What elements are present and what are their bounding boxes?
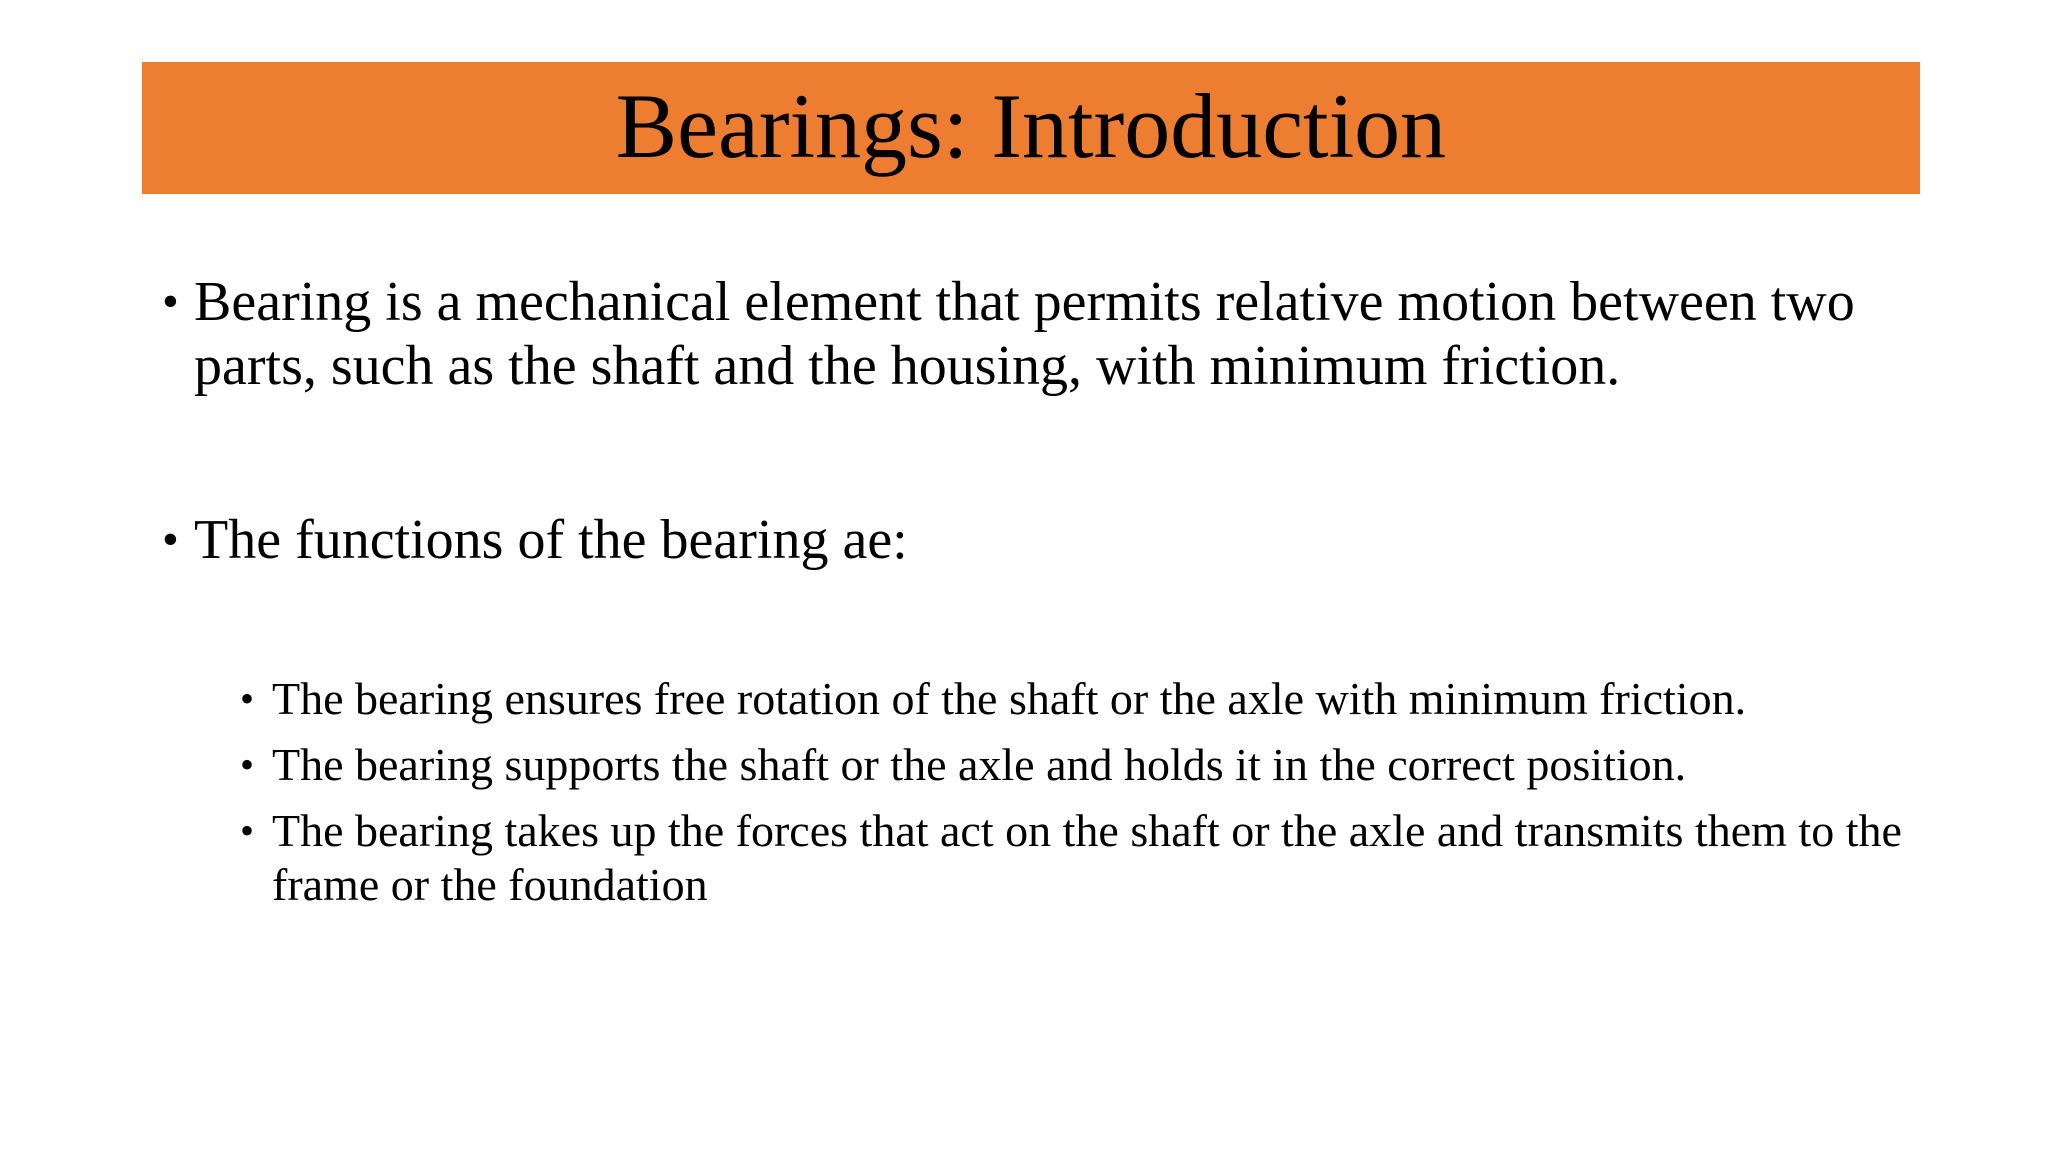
sub-bullet-text: The bearing ensures free rotation of the shaft or the axle with minimum friction. — [272, 673, 1747, 724]
bullet-text: The functions of the bearing ae: — [194, 509, 908, 571]
sub-bullet-icon: • — [240, 808, 255, 853]
sub-bullet-text: The bearing supports the shaft or the axle and holds it in the correct position. — [272, 739, 1687, 790]
slide-title: Bearings: Introduction — [615, 75, 1447, 177]
title-bar — [142, 62, 1920, 194]
sub-bullet-icon: • — [240, 742, 255, 787]
sub-bullet-item-forces — [240, 804, 1980, 912]
sub-bullet-item-support — [240, 738, 1980, 792]
bullet-icon: • — [162, 513, 179, 566]
sub-bullet-item-rotation — [240, 672, 1980, 726]
bullet-item-definition — [162, 270, 1902, 398]
bullet-item-functions — [162, 508, 1902, 572]
bullet-icon: • — [162, 275, 179, 328]
sub-bullet-icon: • — [240, 676, 255, 721]
bullet-text: Bearing is a mechanical element that permits relative motion between two parts, such as the shaft and the housing, with minimum friction. — [194, 271, 1855, 397]
sub-bullet-text: The bearing takes up the forces that act on the shaft or the axle and transmits them to the frame or the foundation — [272, 805, 1902, 910]
